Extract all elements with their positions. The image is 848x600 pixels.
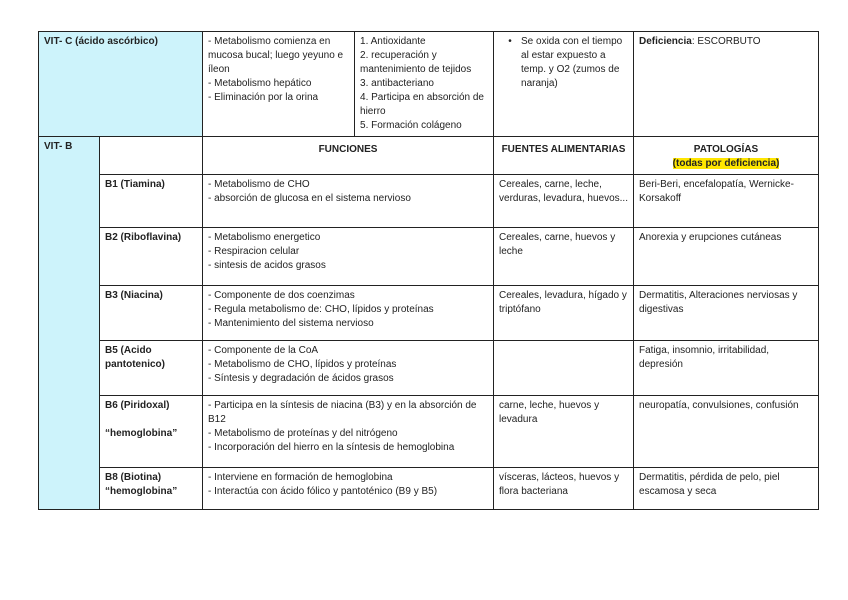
vitamin-pathologies: Fatiga, insomnio, irritabilidad, depresión — [634, 341, 819, 396]
vitamin-functions — [203, 396, 494, 468]
vitc-functions — [355, 32, 494, 137]
vitc-metabolism-line: - Eliminación por la orina — [208, 92, 319, 103]
vitc-function-line: 4. Participa en absorción de hierro — [360, 92, 484, 117]
vitamin-name-main: B6 (Piridoxal) — [105, 400, 170, 411]
header-patologias — [634, 137, 819, 175]
function-line: - Interactúa con ácido fólico y pantoténico (B9 y B5) — [208, 486, 438, 497]
table-row — [39, 468, 819, 510]
table-row — [39, 175, 819, 228]
function-line: - Participa en la síntesis de niacina (B3) y en la absorción de B12 — [208, 400, 477, 425]
header-fuentes: FUENTES ALIMENTARIAS — [494, 137, 634, 175]
vitamin-sources: carne, leche, huevos y levadura — [494, 396, 634, 468]
function-line: - Metabolismo energetico — [208, 232, 321, 243]
vitamin-name: B3 (Niacina) — [100, 286, 203, 341]
function-line: - Mantenimiento del sistema nervioso — [208, 318, 374, 329]
function-line: - Respiracion celular — [208, 246, 300, 257]
header-patologias-note: (todas por deficiencia) — [672, 158, 780, 169]
vitc-note: Se oxida con el tiempo al estar expuesto a temp. y O2 (zumos de naranja) — [521, 36, 623, 89]
vitamin-pathologies: Dermatitis, pérdida de pelo, piel escamosa y seca — [634, 468, 819, 510]
bullet-icon: • — [508, 36, 512, 47]
vitc-name: VIT- C (ácido ascórbico) — [39, 32, 203, 137]
vitc-deficiency — [634, 32, 819, 137]
vitc-row — [39, 32, 819, 137]
deficiency-label: Deficiencia — [639, 36, 692, 47]
vitamin-pathologies: Dermatitis, Alteraciones nerviosas y digestivas — [634, 286, 819, 341]
function-line: - Metabolismo de proteínas y del nitrógeno — [208, 428, 398, 439]
vitb-header-empty — [100, 137, 203, 175]
vitc-metabolism-line: - Metabolismo comienza en mucosa bucal; luego yeyuno e íleon — [208, 36, 344, 75]
function-line: - Componente de la CoA — [208, 345, 319, 356]
vitamin-functions — [203, 175, 494, 228]
vitamin-pathologies: neuropatía, convulsiones, confusión — [634, 396, 819, 468]
function-line: - Síntesis y degradación de ácidos grasos — [208, 373, 394, 384]
vitb-header-row — [39, 137, 819, 175]
vitc-function-line: 1. Antioxidante — [360, 36, 426, 47]
vitamin-functions — [203, 286, 494, 341]
function-line: - Incorporación del hierro en la síntesis de hemoglobina — [208, 442, 455, 453]
function-line: - absorción de glucosa en el sistema nervioso — [208, 193, 411, 204]
table-row — [39, 396, 819, 468]
vitamin-pathologies: Anorexia y erupciones cutáneas — [634, 228, 819, 286]
function-line: - sintesis de acidos grasos — [208, 260, 326, 271]
table-row — [39, 341, 819, 396]
vitamin-table — [38, 31, 819, 510]
vitamin-name: B2 (Riboflavina) — [100, 228, 203, 286]
vitc-metabolism — [203, 32, 355, 137]
vitamin-functions — [203, 341, 494, 396]
function-line: - Regula metabolismo de: CHO, lípidos y proteínas — [208, 304, 434, 315]
vitamin-sources: Cereales, carne, huevos y leche — [494, 228, 634, 286]
vitamin-functions — [203, 468, 494, 510]
vitb-name: VIT- B — [39, 137, 100, 510]
vitamin-sources — [494, 341, 634, 396]
vitamin-functions — [203, 228, 494, 286]
function-line: - Interviene en formación de hemoglobina — [208, 472, 393, 483]
vitamin-sources: Cereales, carne, leche, verduras, levadura, huevos... — [494, 175, 634, 228]
vitamin-name: B1 (Tiamina) — [100, 175, 203, 228]
vitamin-name-note: “hemoglobina” — [105, 428, 178, 439]
vitamin-name: B5 (Acido pantotenico) — [100, 341, 203, 396]
function-line: - Metabolismo de CHO — [208, 179, 310, 190]
function-line: - Metabolismo de CHO, lípidos y proteínas — [208, 359, 397, 370]
function-line: - Componente de dos coenzimas — [208, 290, 355, 301]
vitamin-name: B8 (Biotina) “hemoglobina” — [100, 468, 203, 510]
vitamin-pathologies: Beri-Beri, encefalopatía, Wernicke-Korsakoff — [634, 175, 819, 228]
vitc-function-line: 2. recuperación y mantenimiento de tejidos — [360, 50, 472, 75]
vitc-note-cell — [494, 32, 634, 137]
vitc-metabolism-line: - Metabolismo hepático — [208, 78, 312, 89]
vitc-function-line: 5. Formación colágeno — [360, 120, 462, 131]
table-row — [39, 228, 819, 286]
table-row — [39, 286, 819, 341]
vitamin-sources: Cereales, levadura, hígado y triptófano — [494, 286, 634, 341]
header-patologias-title: PATOLOGÍAS — [693, 144, 759, 155]
vitc-function-line: 3. antibacteriano — [360, 78, 434, 89]
vitamin-name — [100, 396, 203, 468]
deficiency-value: : ESCORBUTO — [691, 36, 761, 47]
vitamin-sources: vísceras, lácteos, huevos y flora bacteriana — [494, 468, 634, 510]
header-funciones: FUNCIONES — [203, 137, 494, 175]
